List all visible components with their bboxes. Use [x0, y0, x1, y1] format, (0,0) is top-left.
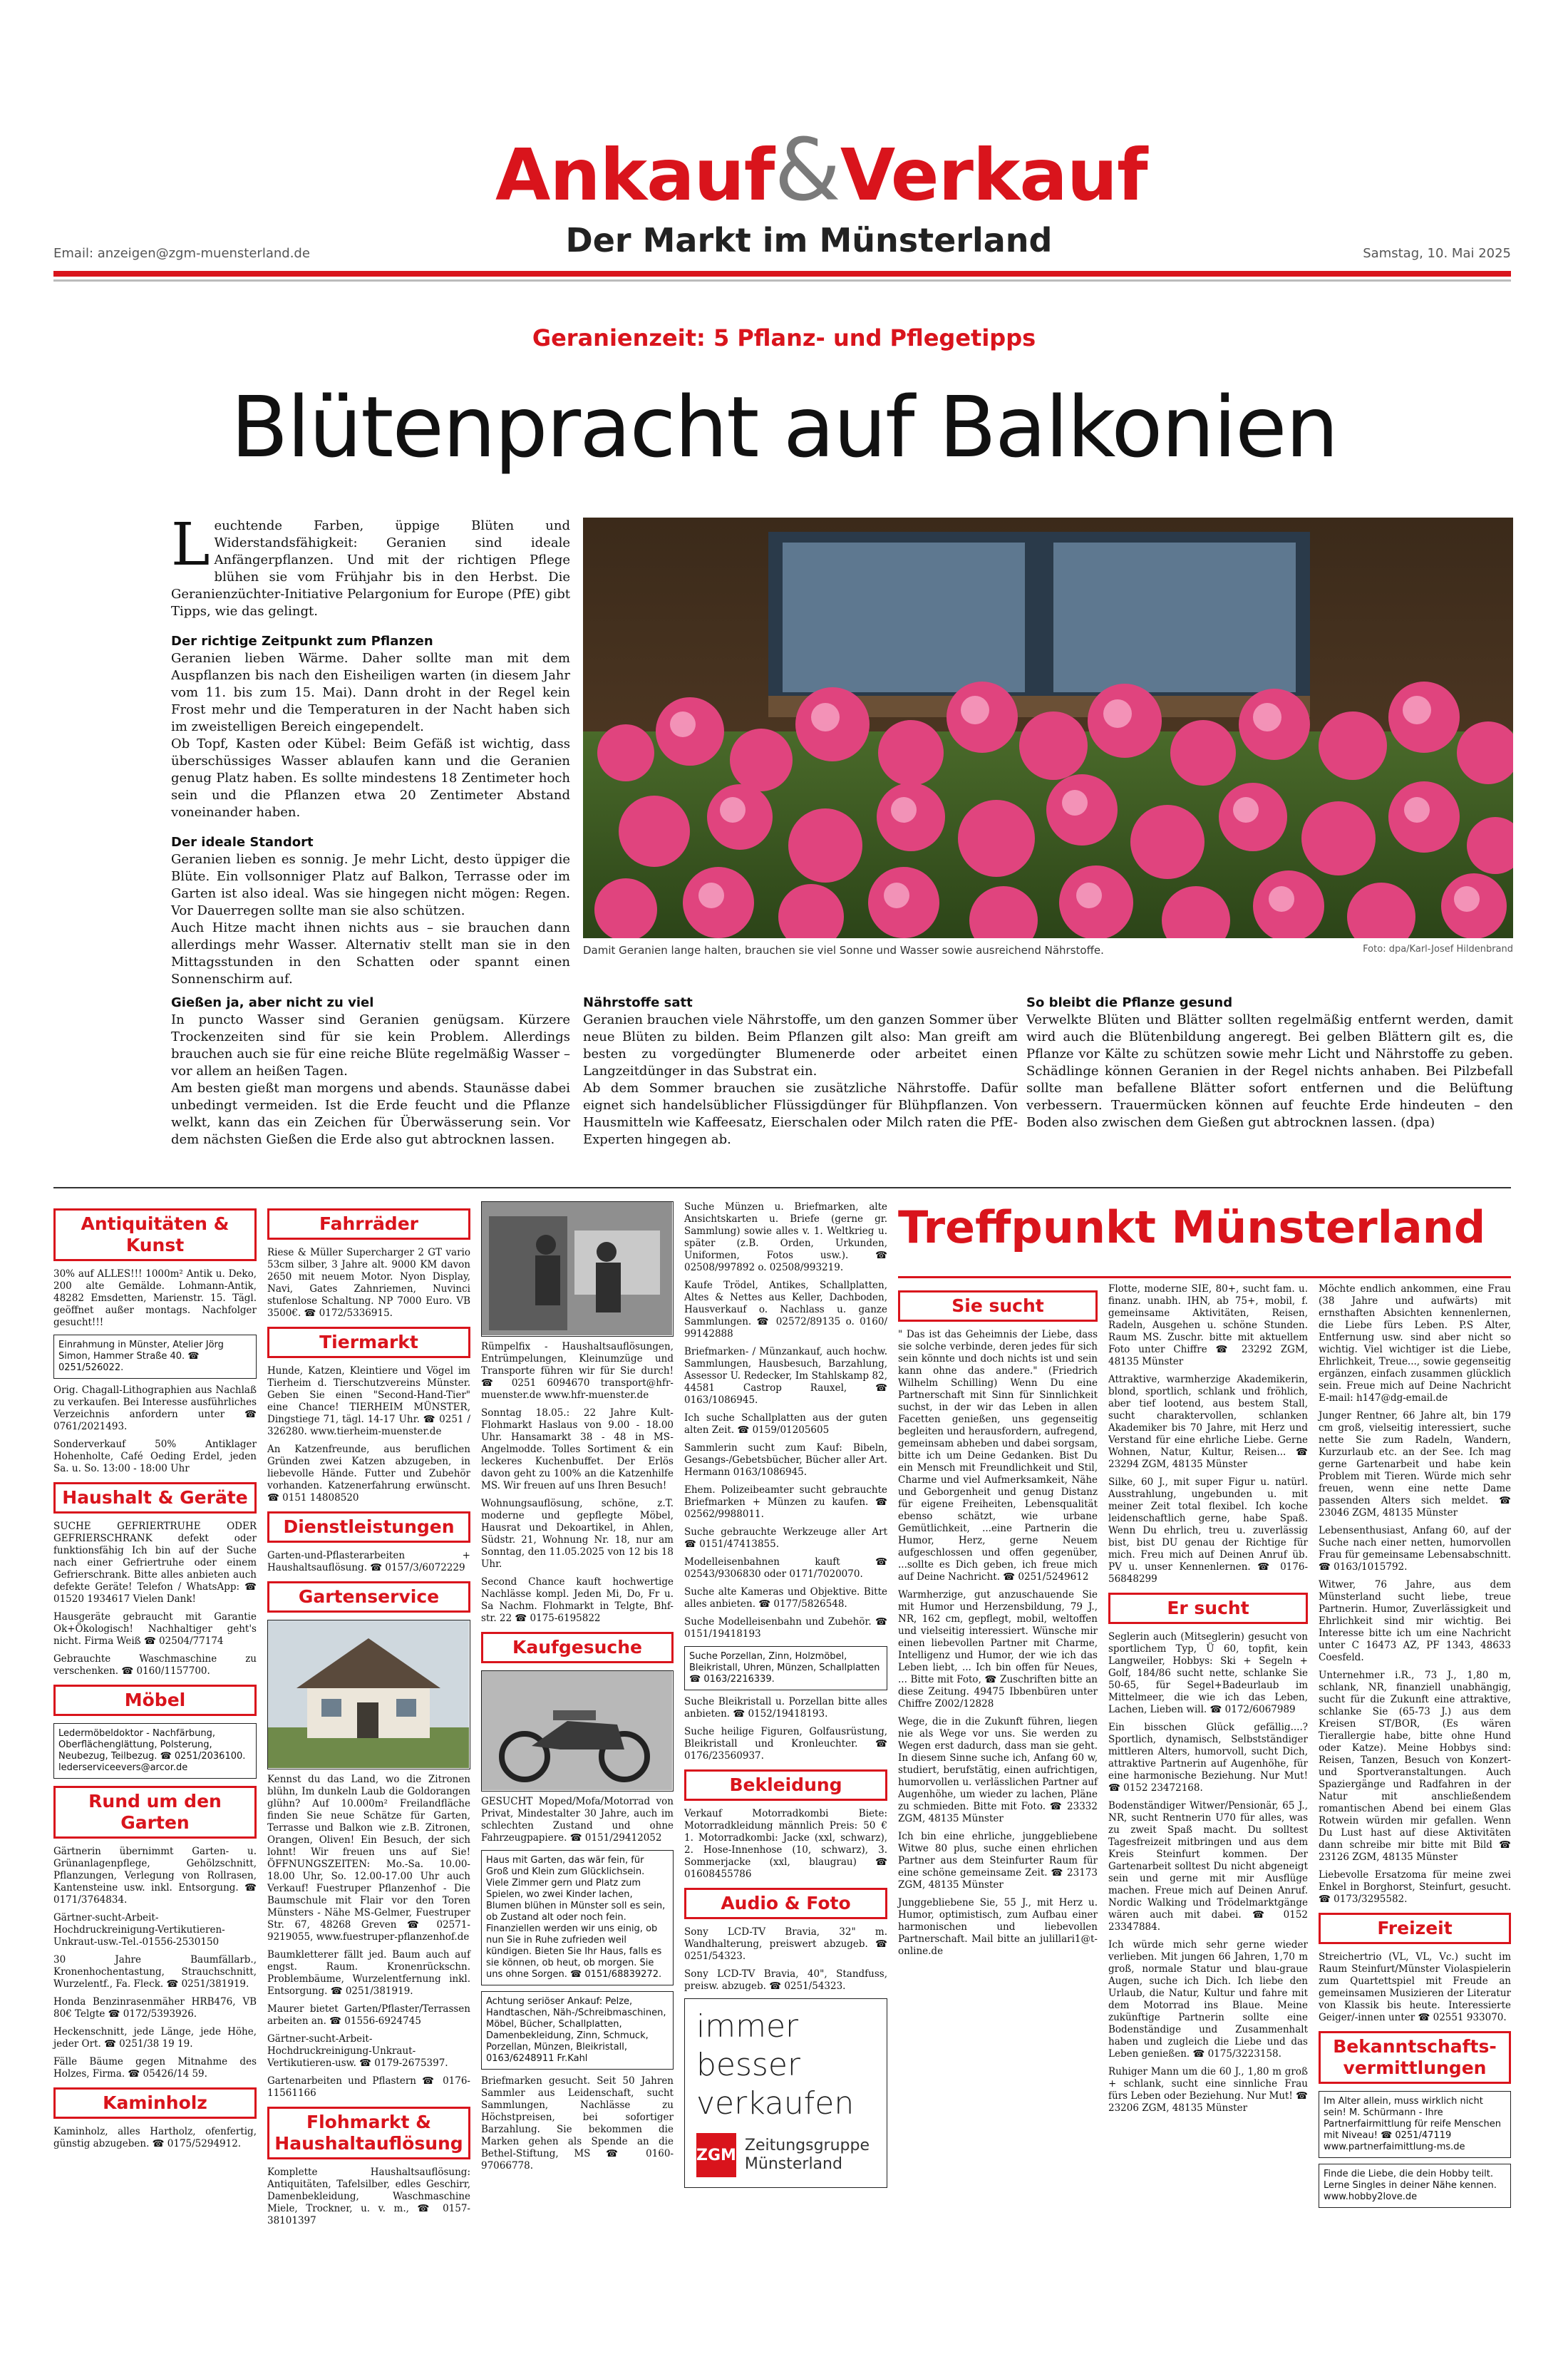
article-paragraph: Geranien brauchen viele Nährstoffe, um den ganzen Sommer über neue Blüten zu bilden. Beim Pflanzen gilt also: Man greift am besten zu vorgedüngter Blumenerde oder arbeitet einen Langzeitdünger in das Substrat ein.: [583, 1012, 1018, 1079]
article-column-bottom-2: [583, 995, 1018, 1149]
personal-ad: Möchte endlich ankommen, eine Frau (38 Jahre und aufwärts) mit ernsthaften Absichten kennenlernen, die Liebe fürs Leben. P.S Alter, Entfernung usw. sind aber nicht so wichtig. Viel wichtiger ist die Liebe, Ehrlichkeit, Treue..., sowie gegenseitig ergänzen, einfach zusammen glücklich sein. Freue mich auf Deine Nachricht E-mail: h147@dg-email.de: [1319, 1283, 1511, 1404]
classifieds-column-4: [684, 1201, 887, 2188]
classified-ad: Suche alte Kameras und Objektive. Bitte alles anbieten. ☎ 0177/5826548.: [684, 1586, 887, 1610]
classified-ad: Garten-und-Pflasterarbeiten + Haushaltsauflösung. ☎ 0157/3/6072229: [267, 1550, 470, 1573]
personal-ad: Ich bin eine ehrliche, junggebliebene Witwe 80 plus, suche einen ehrlichen Partner aus dem Steinfurter Raum für eine schöne gemeinsame Zeit. ☎ 23173 ZGM, 48135 Münster: [898, 1831, 1098, 1891]
contact-email[interactable]: Email: anzeigen@zgm-muensterland.de: [53, 246, 310, 261]
article-lead: Leuchtende Farben, üppige Blüten und Widerstandsfähigkeit: Geranien sind ideale Anfängerpflanzen. Und mit der richtigen Pflege blühen sie vom Frühjahr bis in den Herbst. Die Geranienzüchter-Initiative Pelargonium for Europe (PfE) gibt Tipps, wie das gelingt.: [171, 511, 570, 619]
personals-column-1: [898, 1283, 1098, 1963]
caption-text: Damit Geranien lange halten, brauchen sie viel Sonne und Wasser sowie ausreichend Nährstoffe.: [583, 944, 1104, 957]
personal-ad: Streichertrio (VL, VL, Vc.) sucht im Raum Steinfurt/Münster Violaspielerin zum Quartettspiel mit Freude an gemeinsamen Musizieren der Literatur von Klassik bis heute. Interessierte Geiger/-innen unter ☎ 02551 933070.: [1319, 1951, 1511, 2023]
section-header-garten: Rund um den Garten: [53, 1786, 257, 1839]
classified-ad: Sony LCD-TV Bravia, 32" m. Wandhalterung, preiswert abzugeb. ☎ 0251/54323.: [684, 1926, 887, 1962]
personal-ad: Ein bisschen Glück gefällig....? Sportlich, dynamisch, Selbstständiger mittleren Alters, humorvoll, sucht Dich, attraktive Partnerin auf Augenhöhe, für eine harmonische Beziehung. Nur Mut! ☎ 0152 23472168.: [1108, 1722, 1308, 1794]
issue-date: Samstag, 10. Mai 2025: [1363, 246, 1511, 261]
personal-ad: Ich würde mich sehr gerne wieder verlieben. Mit jungen 66 Jahren, 1,70 m groß, normale Statur und blau-graue Augen, suche ich Dich. Ich liebe den Urlaub, die Natur, Kultur und fahre mit dem Motorrad ins Blaue. Meine zukünftige Partnerin sollte eine Bodenständige und Zusammenhalt haben und zugleich die Liebe und das Leben genießen. ☎ 0175/3223158.: [1108, 1939, 1308, 2060]
article-headline: Blütenpracht auf Balkonien: [230, 378, 1338, 476]
article-paragraph: Geranien lieben es sonnig. Je mehr Licht, desto üppiger die Blüte. Ein vollsonniger Platz auf Balkon, Terrasse oder im Garten ist also ideal. Was sie hingegen nicht mögen: Regen. Vor Dauerregen sollte man sie also schützen.: [171, 852, 570, 918]
classified-ad: 30% auf ALLES!!! 1000m² Antik u. Deko, 200 alte Gemälde. Lohmann-Antik, 48282 Emsdetten, Marienstr. 15. Tägl. geöffnet außer montags. Nachfolger gesucht!!!: [53, 1268, 257, 1328]
article-paragraph: Auch Hitze macht ihnen nichts aus – sie brauchen dann allerdings mehr Wasser. Alternativ stellt man sie in den Mittagsstunden in den Schatten oder spannt einen Sonnenschirm auf.: [171, 920, 570, 987]
classified-ad: Ehem. Polizeibeamter sucht gebrauchte Briefmarken + Münzen zu kaufen. ☎ 02562/9988011.: [684, 1484, 887, 1520]
moped-photo: [481, 1670, 674, 1792]
personal-ad: Seglerin auch (Mitseglerin) gesucht von sportlichem Typ, Ü 60, topfit, kein Langweiler, Hobbys: Ski + Segeln + Golf, 184/86 sucht nette, schlanke Sie 50-65, für Segel+Badeurlaub im Mittelmeer, die wie ich das Leben, Lachen, Lieben will. ☎ 0172/6067989: [1108, 1631, 1308, 1715]
section-header-flohmarkt: Flohmarkt & Haushaltauflösung: [267, 2107, 470, 2159]
personal-ad: Unternehmer i.R., 73 J., 1,80 m, schlank, NR, finanziell unabhängig, sucht für die Zukunft eine attraktive, schlanke Sie (65-73 J.) aus dem Kreisen ST/BOR, (Es wären Tierallergie habe, bitte ohne Hund oder Katze). Meine Hobbys sind: Reisen, Tanzen, Besuch von Konzert- und Sportveranstaltungen. Auch Spaziergänge und Radfahren in der Natur mit anschließendem romantischen Abend bei einem Glas Rotwein würden mir gefallen. Wenn Du Lust hast auf diese Aktivitäten dann schreibe mir bitte mit Bild ☎ 23126 ZGM, 48135 Münster: [1319, 1670, 1511, 1863]
classified-ad-boxed: Ledermöbeldoktor - Nachfärbung, Oberflächenglättung, Polsterung, Neubezug, Teilbezug. ☎ 0251/2036100. lederserviceevers@arcor.de: [53, 1723, 257, 1779]
classified-ad: 30 Jahre Baumfällarb., Kronenhochentastung, Strauchschnitt, Wurzelentf., Fa. Fleck. ☎ 0251/381919.: [53, 1954, 257, 1990]
removal-photo: [481, 1201, 674, 1337]
article-column-bottom-3: [1026, 995, 1513, 1131]
classified-ad: Briefmarken- / Münzankauf, auch hochw. Sammlungen, Hausbesuch, Barzahlung, Assessor U. Redecker, Im Stahlskamp 82, 44581 Castrop Rauxel, ☎ 0163/1086945.: [684, 1346, 887, 1406]
classified-ad-boxed: Suche Porzellan, Zinn, Holzmöbel, Bleikristall, Uhren, Münzen, Schallplatten ☎ 0163/2216339.: [684, 1646, 887, 1690]
section-header-freizeit: Freizeit: [1319, 1913, 1511, 1944]
brand-subtitle: Der Markt im Münsterland: [565, 221, 1053, 260]
classified-ad: Sammlerin sucht zum Kauf: Bibeln, Gesangs-/Gebetsbücher, Bücher aller Art. Hermann 0163/1086945.: [684, 1442, 887, 1478]
section-header-gartenservice: Gartenservice: [267, 1581, 470, 1613]
photo-credit: Foto: dpa/Karl-Josef Hildenbrand: [1363, 944, 1513, 955]
classified-ad: Modelleisenbahnen kauft ☎ 02543/9306830 oder 0171/7020070.: [684, 1556, 887, 1580]
zgm-slogan: immer besser verkaufen: [696, 2008, 855, 2122]
personal-ad: Silke, 60 J., mit super Figur u. natürl. Ausstrahlung, ungebunden u. mit meiner Zeit total flexibel. Ich koche leidenschaftlich gerne, habe Spaß. Wenn Du ehrlich, treu u. zuverlässig bist, bist DU genau der Richtige für mich. Freu mich auf Deinen Anruf üb. PV u. unser Kennenlernen. ☎ 0176-56848299: [1108, 1476, 1308, 1585]
section-heading: Der richtige Zeitpunkt zum Pflanzen: [171, 634, 433, 649]
classified-ad: Suche Modelleisenbahn und Zubehör. ☎ 0151/19418193: [684, 1616, 887, 1640]
classified-ad: Orig. Chagall-Lithographien aus Nachlaß zu verkaufen. Bei Interesse ausführliches Verzeichnis anfordern unter ☎ 0761/2021493.: [53, 1384, 257, 1432]
classified-ad: Gärtner-sucht-Arbeit-Hochdruckreinigung-Unkraut-Vertikutieren-usw. ☎ 0179-2675397.: [267, 2033, 448, 2069]
section-header-dienstleistungen: Dienstleistungen: [267, 1511, 470, 1543]
classified-ad: Gartenarbeiten und Pflastern ☎ 0176-11561166: [267, 2075, 470, 2099]
article-column-left: [171, 511, 570, 988]
classified-ad: Sonderverkauf 50% Antiklager Hohenholte, Café Oeding Erdel, jeden Sa. u. So. 13:00 - 18:00 Uhr: [53, 1439, 257, 1474]
classified-ad-boxed: Im Alter allein, muss wirklich nicht sein! M. Schürmann - Ihre Partnerfairmittlung für reife Menschen mit Niveau! ☎ 0251/47119 www.partnerfaimittlung-ms.de: [1319, 2091, 1511, 2158]
personal-ad: Junger Rentner, 66 Jahre alt, bin 179 cm groß, vielseitig interessiert, suche nette Sie zum Radeln, Wandern, Kurzurlaub etc. an der See. Ich mag gerne Gartenarbeit und habe kein Problem mit Tieren. Würde mich sehr freuen, wenn eine nette Dame passenden Alters sich meldet. ☎ 23046 ZGM, 48135 Münster: [1319, 1410, 1511, 1519]
personal-ad: Liebevolle Ersatzoma für meine zwei Enkel in Borghorst, Steinfurt, gesucht. ☎ 0173/3295582.: [1319, 1869, 1511, 1905]
classified-ad: Gebrauchte Waschmaschine zu verschenken. ☎ 0160/1157700.: [53, 1653, 257, 1677]
section-header-bekleidung: Bekleidung: [684, 1769, 887, 1801]
article-photo-geraniums: [583, 518, 1513, 938]
personals-column-3: [1319, 1283, 1511, 2214]
classified-ad: Hausgeräte gebraucht mit Garantie Ok+Ökologisch! Nachhaltiger geht's nicht. Firma Weiß ☎ 02504/77174: [53, 1611, 257, 1647]
classifieds-column-3: [481, 1201, 674, 2178]
classified-ad: Kaminholz, alles Hartholz, ofenfertig, günstig abzugeben. ☎ 0175/5294912.: [53, 2126, 257, 2149]
personal-ad: Ruhiger Mann um die 60 J., 1,80 m groß + schlank, sucht eine sinnliche Frau fürs Leben oder Beziehung. Nur Mut! ☎ 23206 ZGM, 48135 Münster: [1108, 2066, 1308, 2114]
classified-ad: Baumkletterer fällt jed. Baum auch auf engst. Raum. Kronenrückschn. Problembäume, Wurzelentfernung inkl. Entsorgung. ☎ 0251/381919.: [267, 1949, 470, 1997]
section-header-kaminholz: Kaminholz: [53, 2087, 257, 2119]
article-paragraph: Ab dem Sommer brauchen sie zusätzliche Nährstoffe. Dafür eignet sich handelsüblicher Flüssigdünger für Blühpflanzen. Von Hausmitteln wie Kaffeesatz, Eierschalen oder Milch raten die PfE-Experten hingegen ab.: [583, 1081, 1018, 1147]
section-header-tiermarkt: Tiermarkt: [267, 1327, 470, 1358]
classified-ad: GESUCHT Moped/Mofa/Motorrad von Privat, Mindestalter 30 Jahre, auch im schlechten Zustand und ohne Fahrzeugpapiere. ☎ 0151/29412052: [481, 1796, 674, 1844]
personal-ad: " Das ist das Geheimnis der Liebe, dass sie solche verbinde, deren jedes für sich sein könnte und doch nichts ist und sein kann ohne das andere." (Friedrich Wilhelm Schilling) Wenn Du eine Partnerschaft mit Sinn für Sinnlichkeit suchst, in der wir das Leben in allen Facetten genießen, uns gegenseitig begleiten und herausfordern, aufregend, gemeinsam abheben und dabei sorgsam, bitte ich um Deine Gedanken. Bist Du ein Mensch mit Freundlichkeit und Stil, Charme und viel Aufmerksamkeit, Nähe und Geborgenheit und genug Distanz für eigene Freiheiten, Lebensqualität ebenso schätzt, wie urbane Gemütlichkeit, ...eine Partnerin die Humor, Herz, gerne Neuem aufgeschlossen und offen gegenüber, ...sollte es Dich geben, ich freue mich auf Deine Nachricht. ☎ 0251/5249612: [898, 1329, 1098, 1583]
classified-ad: Fälle Bäume gegen Mitnahme des Holzes, Firma. ☎ 05426/14 59.: [53, 2056, 257, 2080]
article-paragraph: Ob Topf, Kasten oder Kübel: Beim Gefäß ist wichtig, dass überschüssiges Wasser ablaufen kann und die Geranien genug Platz haben. Es sollte mindestens 18 Zentimeter hoch sein und die Pflanzen etwa 20 Zentimeter Abstand voneinander haben.: [171, 736, 570, 820]
classified-ad: Komplette Haushaltsauflösung: Antiquitäten, Tafelsilber, edles Geschirr, Damenbekleidung, Waschmaschine Miele, Trockner, u. v. m., ☎ 0157-38101397: [267, 2167, 470, 2226]
classified-ad: Maurer bietet Garten/Pflaster/Terrassen arbeiten an. ☎ 01556-6924745: [267, 2003, 470, 2027]
zgm-promo-ad: [684, 1998, 887, 2188]
brand-ankauf: Ankauf: [495, 133, 775, 217]
personal-ad: Bodenständiger Witwer/Pensionär, 65 J., NR, sucht Rentnerin U70 für alles, was zu zweit Spaß macht. Du solltest Tagesfreizeit mitbringen und aus dem Kreis Steinfurt kommen. Der Gartenarbeit solltest Du nicht abgeneigt sein und gerne mit mir Ausflüge machen. Freue mich auf Deinen Anruf. Nordic Walking und Trödelmarktgänge wären auch mit dabei. ☎ 0152 23347884.: [1108, 1800, 1308, 1933]
personal-ad: Witwer, 76 Jahre, aus dem Münsterland sucht liebe, treue Partnerin. Humor, Zuverlässigkeit und Ehrlichkeit sind mir wichtig. Bei Interesse bitte ich um eine Nachricht unter C 16473 AZ, PF 1343, 48633 Coesfeld.: [1319, 1579, 1511, 1663]
personal-ad: Junggebliebene Sie, 55 J., mit Herz u. Humor, optimistisch, zum Aufbau einer harmonischen und liebevollen Partnerschaft. Mail bitte an julillari1@t-online.de: [898, 1897, 1098, 1957]
section-header-moebel: Möbel: [53, 1685, 257, 1716]
personals-column-2: [1108, 1283, 1308, 2120]
brand-ampersand: &: [774, 121, 840, 220]
article-kicker: Geranienzeit: 5 Pflanz- und Pflegetipps: [532, 324, 1036, 351]
moped-illustration: [482, 1671, 672, 1790]
movers-illustration: [482, 1202, 672, 1335]
classified-ad: Kaufe Trödel, Antikes, Schallplatten, Altes & Nettes aus Keller, Dachboden, Hausverkauf o. Nachlass u. ganze Sammlungen. ☎ 02572/89135 o. 0160/ 99142888: [684, 1280, 887, 1340]
classified-ad: Verkauf Motorradkombi Biete: Motorradkleidung männlich Preis: 50 € 1. Motorradkombi: Jacke (xxl, schwarz), 2. Hose-Innenhose (10, schwarz), 3. Sommerjacke (xxl, blaugrau) ☎ 01608455786: [684, 1808, 887, 1880]
brand-logo: [495, 121, 1147, 220]
classified-ad: Riese & Müller Supercharger 2 GT vario 53cm silber, 3 Jahre alt. 9000 KM davon 2650 mit neuem Motor. Nyon Display, Navi, Gates Zahnriemen, Nuvinci stufenlose Schaltung. NP 7000 Euro. VB 3500€. ☎ 0172/5336915.: [267, 1247, 470, 1319]
classified-ad: Kennst du das Land, wo die Zitronen blühn, Im dunkeln Laub die Goldorangen glühn? Auf 10.000m² Freilandfläche finden Sie neue Schätze für Garten, Terrasse und Balkon wie z.B. Zitronen, Orangen, Oliven! Ein Besuch, der sich lohnt! Wir freuen uns auf Sie! ÖFFNUNGSZEITEN: Mo.-Sa. 10.00-18.00 Uhr, So. 12.00-17.00 Uhr auch Verkauf! Fuestruper Pflanzenhof - Die Baumschule mit Flair vor den Toren Münsters - Nähe MS-Gelmer, Fuestruper Str. 67, 48268 Greven ☎ 02571-9219055, www.fuestruper-pflanzenhof.de: [267, 1774, 470, 1943]
section-header-haushalt: Haushalt & Geräte: [53, 1482, 257, 1514]
section-header-bekanntschaft: Bekanntschafts-vermittlungen: [1319, 2031, 1511, 2084]
masthead: [53, 121, 1511, 292]
classified-ad-boxed: Achtung seriöser Ankauf: Pelze, Handtaschen, Näh-/Schreibmaschinen, Möbel, Bücher, Schallplatten, Damenbekleidung, Zinn, Schmuck, Porzellan, Münzen, Bleikristall, 0163/6248911 Fr.Kahl: [481, 1991, 674, 2070]
classifieds-column-2: [267, 1201, 470, 2233]
masthead-gray-rule: [53, 279, 1511, 282]
article-column-bottom-1: [171, 995, 570, 1149]
treffpunkt-rule: [898, 1276, 1511, 1278]
classified-ad-boxed: Finde die Liebe, die dein Hobby teilt. Lerne Singles in deiner Nähe kennen. www.hobby2love.de: [1319, 2164, 1511, 2208]
personal-ad: Wege, die in die Zukunft führen, liegen nie als Wege vor uns. Sie werden zu Wegen erst dadurch, dass man sie geht. In diesem Sinne suche ich, Anfang 60 w, studiert, berufstätig, einen aufrichtigen, humorvollen u. verlässlichen Partner auf Augenhöhe, um wieder zu lachen, Pläne zu schmieden. Bitte mit Foto. ☎ 23332 ZGM, 48135 Münster: [898, 1716, 1098, 1824]
personal-ad: Attraktive, warmherzige Akademikerin, blond, sportlich, schlank und fröhlich, aber tief lootend, aus bestem Stall, sucht charaktervollen, schlanken Akademiker bis 70 Jahre, mit Herz und Verstand für eine ehrliche Liebe. Gerne Wohnen, Natur, Kultur, Reisen... ☎ 23294 ZGM, 48135 Münster: [1108, 1374, 1308, 1470]
article-paragraph: In puncto Wasser sind Geranien genügsam. Kürzere Trockenzeiten sind für sie kein Problem. Allerdings brauchen auch sie für eine reiche Blüte regelmäßig Wasser – vor allem an heißen Tagen.: [171, 1012, 570, 1079]
classified-ad: An Katzenfreunde, aus beruflichen Gründen zwei Katzen abzugeben, in liebevolle Hände. Futter und Zubehör vorhanden. Katzenerfahrung erwünscht. ☎ 0151 14808520: [267, 1444, 470, 1504]
article-paragraph: Geranien lieben Wärme. Daher sollte man mit dem Auspflanzen bis nach den Eisheiligen warten (in diesem Jahr vom 11. bis zum 15. Mai). Dann droht in der Regel kein Frost mehr und die Temperaturen in der Nacht haben sich im zweistelligen Bereich eingependelt.: [171, 651, 570, 734]
geranium-illustration: [583, 518, 1513, 938]
classified-ad-boxed: Haus mit Garten, das wär fein, für Groß und Klein zum Glücklichsein. Viele Zimmer gern und Platz zum Spielen, wo zwei Kinder lachen, Blumen blühen in Münster soll es sein, ob Zustand alt oder noch fein. Finanziellen werden wir uns einig, ob nun Sie in Ruhe zufrieden weil kündigen. Bieten Sie Ihr Haus, falls es sie können, ob heut, ob morgen. Sie uns ohne Sorgen. ☎ 0151/68839272.: [481, 1850, 674, 1985]
classified-ad: Suche gebrauchte Werkzeuge aller Art ☎ 0151/47413855.: [684, 1526, 887, 1550]
classified-ad: Sonntag 18.05.: 22 Jahre Kult-Flohmarkt Haslaus von 9.00 - 18.00 Uhr. Hansamarkt 38 - 48 in MS-Angelmodde. Tolles Sortiment & ein leckeres Kuchenbuffet. Der Erlös davon geht zu 100% an die Katzenhilfe MS. Wir freuen auf uns Ihren Besuch!: [481, 1407, 674, 1491]
article-paragraph: Am besten gießt man morgens und abends. Staunässe dabei unbedingt vermeiden. Ist die Erde feucht und die Pflanze welkt, kann das ein Zeichen für Überwässerung sein. Vor dem nächsten Gießen die Erde also gut abtrocknen lassen.: [171, 1081, 570, 1147]
zgm-logo-row: [696, 2133, 875, 2177]
classified-ad: Wohnungsauflösung, schöne, z.T. moderne und gepflegte Möbel, Hausrat und Dekoartikel, in Ahlen, Südstr. 21, Wohnung Nr. 18, nur am Sonntag, den 11.05.2025 von 12 bis 18 Uhr.: [481, 1498, 674, 1570]
personal-ad: Lebensenthusiast, Anfang 60, auf der Suche nach einer netten, humorvollen Frau für gemeinsame Lebensabschnitt. ☎ 0163/1015792.: [1319, 1525, 1511, 1573]
classified-ad: Briefmarken gesucht. Seit 50 Jahren Sammler aus Leidenschaft, sucht Sammlungen, Nachlässe zu Höchstpreisen, bei sofortiger Barzahlung. Sie bekommen die Marken gehen als Spende an die Bethel-Stiftung, MS ☎ 0160-97066778.: [481, 2075, 674, 2172]
zgm-logo-icon: ZGM: [696, 2133, 736, 2177]
drop-cap: L: [171, 511, 210, 579]
brand-verkauf: Verkauf: [840, 133, 1147, 217]
classified-ad: Suche Bleikristall u. Porzellan bitte alles anbieten. ☎ 0152/19418193.: [684, 1696, 887, 1720]
classified-ad: Heckenschnitt, jede Länge, jede Höhe, jeder Ort. ☎ 0251/38 19 19.: [53, 2026, 257, 2050]
classified-ad: SUCHE GEFRIERTRUHE ODER GEFRIERSCHRANK defekt oder funktionsfähig Ich bin auf der Suche nach einer Gefriertruhe oder einem Gefrierschrank. Bitte alles anbieten auch defekte Geräte! Telefon / WhatsApp: ☎ 01520 1934617 Vielen Dank!: [53, 1521, 257, 1605]
section-header-er-sucht: Er sucht: [1108, 1593, 1308, 1624]
classified-ad: Second Chance kauft hochwertige Nachlässe kompl. Jeden Mi, Do, Fr u. Sa Nachm. Flohmarkt in Telgte, Bhf-str. 22 ☎ 0175-6195822: [481, 1576, 674, 1624]
classified-ad: Gärtner-sucht-Arbeit-Hochdruckreinigung-Vertikutieren-Unkraut-usw.-Tel.-01556-2530150: [53, 1912, 225, 1948]
section-heading: So bleibt die Pflanze gesund: [1026, 995, 1233, 1010]
section-heading: Der ideale Standort: [171, 835, 314, 850]
classified-ad: Suche Münzen u. Briefmarken, alte Ansichtskarten u. Briefe (gerne gr. Sammlung) sowie alles v. 1. Weltkrieg u. später (z.B. Orden, Urkunden, Uniformen, Fotos usw.). ☎ 02508/997892 o. 02508/993219.: [684, 1201, 887, 1273]
classifieds-divider: [53, 1187, 1511, 1188]
section-header-sie-sucht: Sie sucht: [898, 1290, 1098, 1322]
treffpunkt-heading: Treffpunkt Münsterland: [898, 1201, 1486, 1253]
classified-ad: Ich suche Schallplatten aus der guten alten Zeit. ☎ 0159/01205605: [684, 1412, 887, 1436]
classified-ad: Hunde, Katzen, Kleintiere und Vögel im Tierheim d. Tierschutzvereins Münster. Geben Sie einen "Second-Hand-Tier" eine Chance! TIERHEIM MÜNSTER, Dingstiege 71, tägl. 14-17 Uhr. ☎ 0251 / 326280. www.tierheim-muenster.de: [267, 1365, 470, 1437]
classified-ad: Honda Benzinrasenmäher HRB476, VB 80€ Telgte ☎ 0172/5393926.: [53, 1996, 257, 2020]
classified-ad: Rümpelfix - Haushaltsauflösungen, Entrümpelungen, Kleinumzüge und Transporte führen wir für Sie durch! ☎ 0251 6094670 transport@hfr-muenster.de www.hfr-muenster.de: [481, 1341, 674, 1401]
section-heading: Nährstoffe satt: [583, 995, 693, 1010]
article-paragraph: Verwelkte Blüten und Blätter sollten regelmäßig entfernt werden, damit wird auch die Blütenbildung angeregt. Bei gelben Blättern gilt es, die Pflanze vor Kälte zu schützen sowie mehr Licht und Nährstoffe zu geben. Schädlinge können Geranien in der Regel nichts anhaben. Bei Pilzbefall sollte man befallene Blätter sofort entfernen und die Belüftung verbessern. Trauermücken können auf feuchte Erde hindeuten – den Boden also zwischen dem Gießen gut abtrocknen lassen. (dpa): [1026, 1012, 1513, 1130]
photo-caption: [583, 944, 1513, 957]
section-heading: Gießen ja, aber nicht zu viel: [171, 995, 374, 1010]
masthead-red-rule: [53, 271, 1511, 277]
house-illustration: [268, 1620, 469, 1768]
classifieds-column-1: [53, 1201, 257, 2156]
personal-ad: Warmherzige, gut anzuschauende Sie mit Humor und Herzensbildung, 79 J., NR, 162 cm, gepflegt, mobil, weltoffen und vielseitig interessiert. Wünsche mir einen liebevollen Partner mit Charme, Intelligenz und Humor, der wie ich das Leben liebt, ... Ich bin offen für Neues, ... Bitte mit Foto, ☎ Zuschriften bitte an diese Zeitung. 49475 Ibbenbüren unter Chiffre Z002/12828: [898, 1589, 1098, 1710]
classified-ad: Sony LCD-TV Bravia, 40", Standfuss, preisw. abzugeb. ☎ 0251/54323.: [684, 1968, 887, 1992]
personal-ad: Flotte, moderne SIE, 80+, sucht fam. u. finanz. unabh. IHN, ab 75+, mobil, f. gemeinsame Aktivitäten, Reisen, Radeln, Ausgehen u. schöne Stunden. Raum MS. Zuschr. bitte mit aktuellem Foto unter Chiffre ☎ 23292 ZGM, 48135 Münster: [1108, 1283, 1308, 1367]
section-header-fahrraeder: Fahrräder: [267, 1208, 470, 1240]
section-header-antiquitaeten: Antiquitäten & Kunst: [53, 1208, 257, 1261]
zgm-publisher-name: Zeitungsgruppe Münsterland: [744, 2137, 870, 2173]
classified-ad-boxed: Einrahmung in Münster, Atelier Jörg Simon, Hammer Straße 40. ☎ 0251/526022.: [53, 1335, 257, 1379]
nursery-photo: [267, 1620, 470, 1769]
classified-ad: Suche heilige Figuren, Golfausrüstung, Bleikristall und Kronleuchter. ☎ 0176/23560937.: [684, 1726, 887, 1762]
section-header-audio-foto: Audio & Foto: [684, 1888, 887, 1919]
classified-ad: Gärtnerin übernimmt Garten- u. Grünanlagenpflege, Gehölzschnitt, Pflanzungen, Verlegung von Rollrasen, Kantensteine usw. inkl. Entsorgung. ☎ 0171/3764834.: [53, 1846, 257, 1906]
section-header-kaufgesuche: Kaufgesuche: [481, 1632, 674, 1663]
